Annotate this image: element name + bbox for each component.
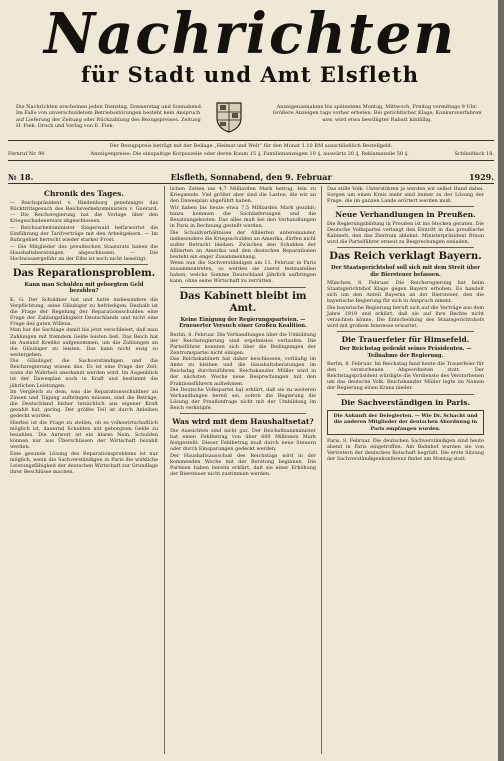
publication-info-right: Anzeigenannahme bis spätestens Montag, Mittwoch, Freitag vormittags 9 Uhr. Größere Anzeigen tags vorher erbeten. Bei gerichtlicher Klage, Konkursverfahren usw. wird etwa bewilligter Rabatt hinfällig.	[272, 104, 482, 123]
boxed-note: Die Ankunft der Delegierten. — Wie Dr. Schacht und die anderen Mitglieder der deutschen Abordnung in Paris empfangen wurden.	[327, 410, 484, 436]
article-paragraph: — Reichsarbeitsminister Stegerwald befürwortet die Einführung der Tarifverträge mit den Arbeitgebern. — Im Ruhrgebiet herrscht wieder starker Frost.	[10, 224, 158, 243]
subheadline-trauerfeier: Der Reichstag gedenkt seines Präsidenten. — Teilnahme der Regierung.	[339, 346, 472, 359]
article-paragraph: Wenn nun die Sachverständigen am 11. Februar in Paris zusammentreten, so werden sie zuerst festzustellen haben, welche Summe Deutschland jährlich aufbringen kann, ohne seine Wirtschaft zu zerrütten.	[170, 260, 316, 285]
article-paragraph: — Die Mitglieder des preußischen Staatsrats haben die Haushaltsberatungen abgeschlossen. — Die Hochwassergefahr an der Elbe ist noch nicht beseitigt.	[10, 243, 158, 262]
column-2	[170, 186, 316, 478]
divider	[180, 287, 306, 288]
article-paragraph: lichen Zeiten nie 4,7 Milliarden Mark betrug, fein zu Kriegsende. Viel größer aber sind die Lasten, die wir an den Dawesplan abgeführt haben.	[170, 186, 316, 205]
article-paragraph: Im Vergleich zu dem, was die Reparationsschuldner an Zinsen und Tilgung aufbringen müssen, sind die Beträge, die Deutschland bisher tatsächlich aus eigener Kraft gezahlt hat, gering. Der größte Teil ist durch Anleihen gedeckt worden.	[10, 389, 158, 420]
headline-reparation: Das Reparationsproblem.	[12, 267, 156, 279]
article-paragraph: Wir haben bis heute etwa 7,5 Milliarden Mark gezahlt; hinzu kommen die Sachlieferungen und die Besatzungskosten. Das alles muß bei den Verhandlungen in Paris in Rechnung gestellt werden.	[170, 204, 316, 229]
masthead-subtitle: für Stadt und Amt Elsfleth	[80, 62, 420, 87]
post-box: Schließfach 18.	[454, 151, 494, 157]
issue-year: 1929.	[468, 172, 494, 182]
issue-number: № 18.	[8, 172, 34, 182]
masthead-title: Nachrichten	[43, 1, 457, 67]
headline-haushalt: Was wird mit dem Haushaltsetat?	[172, 417, 314, 427]
subscription-line: Der Bezugspreis beträgt mit der Beilage „Heimat und Welt“ für den Monat 1.10 RM ausschließlich Bestellgeld.	[109, 143, 393, 149]
issue-line	[8, 172, 494, 182]
article-paragraph: Die Regierungsbildung in Preußen ist ins Stocken geraten. Die Deutsche Volkspartei verlangt den Eintritt in das preußische Kabinett, den das Zentrum ablehnt. Ministerpräsident Braun wird die Parteiführer erneut zu Besprechungen einladen.	[327, 221, 484, 246]
divider	[337, 206, 474, 207]
phone-number: Fernruf Nr. 90	[8, 151, 45, 157]
article-paragraph: Die Gläubiger, die Sachverständigen und die Reichsregierung wissen das. Es ist eine Frage der Zeit, wann die Wahrheit anerkannt werden wird. Im Augenblick ist der Dawesplan noch in Kraft und bestimmt die jährlichen Leistungen.	[10, 358, 158, 389]
divider	[8, 160, 494, 161]
headline-chronik: Chronik des Tages.	[44, 189, 124, 198]
divider	[8, 140, 494, 141]
article-paragraph: Berlin, 8. Februar. Im Reichstag fand heute die Trauerfeier für den verstorbenen Abgeordneten statt. Der Reichstagspräsident würdigte die Verdienste des Verstorbenen um das deutsche Volk. Reichskanzler Müller legte im Namen der Regierung einen Kranz nieder.	[327, 361, 484, 392]
headline-kabinett: Das Kabinett bleibt im Amt.	[179, 290, 307, 314]
page-edge-shadow	[498, 0, 504, 761]
headline-sachverstaendige: Die Sachverständigen in Paris.	[340, 397, 471, 407]
article-paragraph: Die bayerische Regierung beruft sich auf die Verträge aus dem Jahre 1919 und erklärt, daß sie auf ihre Rechte nicht verzichten könne. Die Entscheidung des Staatsgerichtshofs wird mit großem Interesse erwartet.	[327, 305, 484, 330]
divider	[180, 413, 306, 414]
ad-prices: Anzeigenpreise: Die einspaltige Korpuszeile oder deren Raum 15 ₰, Familienanzeigen 10 ₰, auswärts 20 ₰, Reklamezeile 50 ₰.	[90, 151, 409, 157]
article-paragraph: Das Reichskabinett hat daher beschlossen, vorläufig im Amte zu bleiben und die Haushaltsberatungen im Reichstag durchzuführen. Reichskanzler Müller wird in der nächsten Woche neue Besprechungen mit den Fraktionsführern aufnehmen.	[170, 356, 316, 387]
column-1	[10, 186, 158, 476]
divider	[20, 264, 148, 265]
article-paragraph: Berlin, 8. Februar. Die Verhandlungen über die Umbildung der Reichsregierung sind ergebnislos verlaufen. Die Parteiführer konnten sich über die Bedingungen der Zentrumspartei nicht einigen.	[170, 331, 316, 356]
article-paragraph: Die Aussichten sind nicht gut. Der Reichsfinanzminister hat einen Fehlbetrag von über 600 Millionen Mark festgestellt. Dieser Fehlbetrag muß durch neue Steuern oder durch Einsparungen gedeckt werden.	[170, 428, 316, 453]
subheadline-reparation: Kann man Schulden mit geborgtem Geld bezahlen?	[24, 281, 144, 295]
headline-preussen: Neue Verhandlungen in Preußen.	[335, 210, 476, 220]
article-paragraph: Die Deutsche Volkspartei hat erklärt, daß sie zu weiteren Verhandlungen bereit sei, sofern die Regierung die Lösung der Preußenfrage nicht mit der Umbildung im Reich verknüpfe.	[170, 387, 316, 412]
column-3	[327, 186, 484, 463]
article-paragraph: Man hat die Sachlage damit bis jetzt verschleiert, daß man Zahlungen mit fremdem Gelde leisten ließ. Das Reich hat im Ausland Kredite aufgenommen, um die Zahlungen an die Gläubiger zu leisten. Das kann nicht ewig so weitergehen.	[10, 327, 158, 358]
article-paragraph: Hierbei ist die Frage zu stellen, ob es volkswirtschaftlich möglich ist, dauernd Schulden mit geborgtem Gelde zu bezahlen. Die Antwort ist ein klares Nein. Schulden können nur aus Überschüssen der Wirtschaft bezahlt werden.	[10, 419, 158, 451]
article-paragraph: — Reichspräsident v. Hindenburg genehmigte das Rücktrittsgesuch des Reichsverkehrsministers v. Guérard. — Die Reichsregierung hat die Vorlage über den Kriegsschadenersatz abgeschlossen.	[10, 200, 158, 225]
publication-info-left: Die Nachrichten erscheinen jeden Dienstag, Donnerstag und Sonnabend. Im Falle von unverschuldetem Betriebsstörungen besteht kein Anspruch auf Lieferung der Zeitung oder Rückzahlung des Bezugspreises. Zeitung H. Fiek. Druck und Verlag von E. Fiek.	[16, 104, 203, 130]
subheadline-bayern: Der Staatsgerichtshof soll sich mit dem Streit über die Biersteuer befassen.	[330, 265, 481, 278]
divider	[337, 394, 474, 395]
divider	[8, 183, 494, 184]
article-paragraph: München, 8. Februar. Die Reichsregierung hat beim Staatsgerichtshof Klage gegen Bayern erhoben. Es handelt sich um den Anteil Bayerns an der Biersteuer, den die bayerische Regierung für sich in Anspruch nimmt.	[327, 280, 484, 305]
subheadline-kabinett: Keine Einigung der Regierungsparteien. — Erneuerter Versuch einer Großen Koalition.	[179, 316, 307, 330]
issue-place-date: Elsfleth, Sonnabend, den 9. Februar	[170, 172, 332, 182]
article-paragraph: Paris, 8. Februar. Die deutschen Sachverständigen sind heute abend in Paris eingetroffen. Am Bahnhof wurden sie von Vertretern der deutschen Botschaft begrüßt. Die erste Sitzung der Sachverständigenkonferenz findet am Montag statt.	[327, 438, 484, 463]
article-paragraph: K. G. Der Schuldner hat und hatte insbesondere die Verpflichtung, seine Gläubiger zu befriedigen. Deshalb ist die Frage der Regelung der Reparationsschulden eine Frage der Zahlungsfähigkeit Deutschlands und nicht eine Frage des guten Willens.	[10, 296, 158, 327]
tariff-line	[8, 151, 494, 157]
headline-trauerfeier: Die Trauerfeier für Himsefeld.	[341, 335, 470, 345]
column-separator	[321, 186, 322, 754]
coat-of-arms-icon	[214, 100, 244, 134]
divider	[337, 247, 474, 248]
article-paragraph: Eine gesunde Lösung des Reparationsproblems ist nur möglich, wenn die Sachverständigen in Paris die wirkliche Leistungsfähigkeit der deutschen Wirtschaft zur Grundlage ihrer Beschlüsse machen.	[10, 450, 158, 475]
article-paragraph: Der Haushaltsausschuß des Reichstags wird in der kommenden Woche mit der Beratung beginnen. Die Parteien haben bereits erklärt, daß sie einer Erhöhung der Biersteuer nicht zustimmen werden.	[170, 453, 316, 478]
article-paragraph: Die Schuldverhältnisse der Alliierten untereinander, insbesondere die Kriegsschulden an Amerika, dürfen nicht außer Betracht bleiben. Zwischen den Schulden der Alliierten an Amerika und den deutschen Reparationen besteht ein enger Zusammenhang.	[170, 229, 316, 260]
column-separator	[164, 186, 165, 754]
article-paragraph: Das stille Volk. Unterstützen ja werden wir selbst Hand dabei. Sorgen um einen Kreis mehr sind immer zu der Lösung der Frage, die im ganzen Lande erörtert werden muß.	[327, 186, 484, 205]
divider	[337, 331, 474, 332]
headline-bayern: Das Reich verklagt Bayern.	[329, 251, 482, 263]
